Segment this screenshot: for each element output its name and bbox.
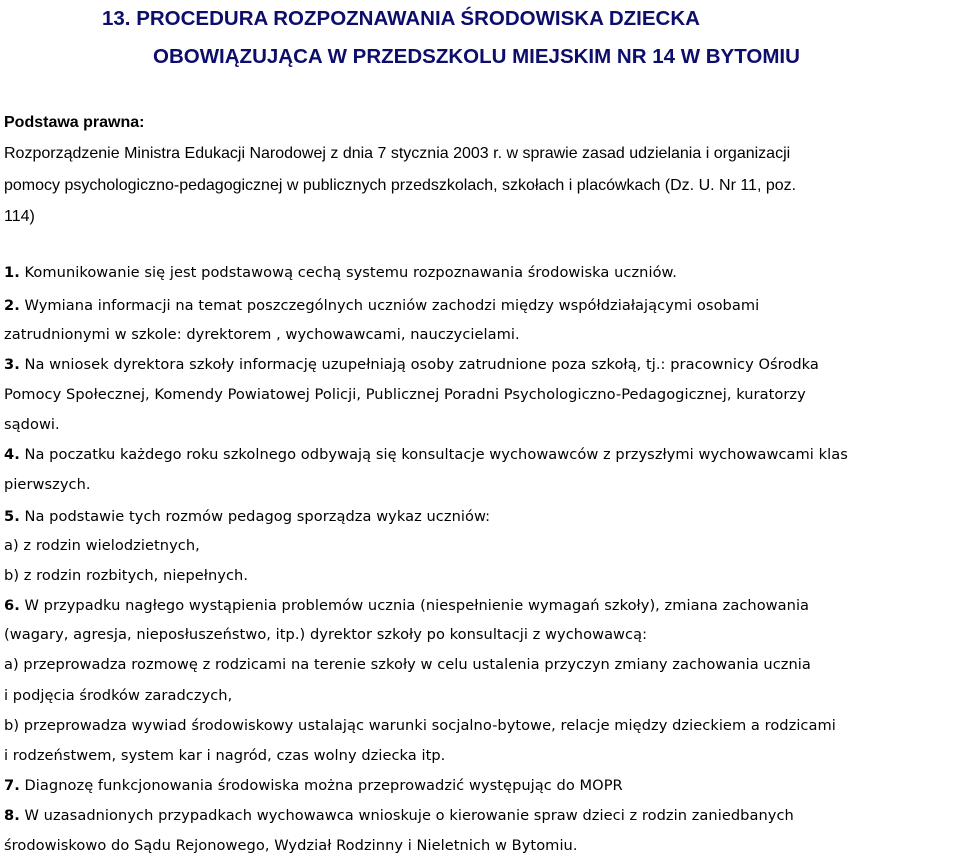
page-title-line-1: 13. PROCEDURA ROZPOZNAWANIA ŚRODOWISKA DZIECKA bbox=[102, 7, 700, 30]
point-text: (wagary, agresja, nieposłuszeństwo, itp.) dyrektor szkoły po konsultacji z wychowawcą: bbox=[4, 626, 648, 643]
point-number: 5. bbox=[4, 508, 20, 525]
procedure-line bbox=[4, 687, 232, 704]
point-text: zatrudnionymi w szkole: dyrektorem , wychowawcami, nauczycielami. bbox=[4, 326, 520, 343]
procedure-line bbox=[4, 264, 677, 281]
procedure-line bbox=[4, 508, 490, 525]
procedure-line bbox=[4, 386, 806, 403]
point-text: Pomocy Społecznej, Komendy Powiatowej Policji, Publicznej Poradni Psychologiczno-Pedagogicznej, kuratorzy bbox=[4, 386, 806, 403]
procedure-line bbox=[4, 837, 578, 854]
procedure-line bbox=[4, 326, 520, 343]
page-title-line-2: OBOWIĄZUJĄCA W PRZEDSZKOLU MIEJSKIM NR 14 W BYTOMIU bbox=[153, 45, 800, 68]
procedure-line bbox=[4, 297, 759, 314]
procedure-line bbox=[4, 476, 91, 493]
procedure-line bbox=[4, 777, 623, 794]
point-number: 3. bbox=[4, 356, 20, 373]
point-text: W uzasadnionych przypadkach wychowawca wnioskuje o kierowanie spraw dzieci z rodzin zaniedbanych bbox=[19, 807, 794, 824]
procedure-line bbox=[4, 416, 60, 433]
point-number: 8. bbox=[4, 807, 20, 824]
procedure-line bbox=[4, 537, 200, 554]
procedure-line bbox=[4, 656, 811, 673]
point-number: 4. bbox=[4, 446, 20, 463]
point-text: Na poczatku każdego roku szkolnego odbywają się konsultacje wychowawców z przyszłymi wychowawcami klas bbox=[19, 446, 848, 463]
procedure-line bbox=[4, 597, 809, 614]
procedure-line bbox=[4, 356, 819, 373]
procedure-line bbox=[4, 567, 248, 584]
point-number: 7. bbox=[4, 777, 20, 794]
point-text: b) przeprowadza wywiad środowiskowy ustalając warunki socjalno-bytowe, relacje między dzieckiem a rodzicami bbox=[4, 717, 836, 734]
procedure-line bbox=[4, 717, 836, 734]
point-text: a) z rodzin wielodzietnych, bbox=[4, 537, 200, 554]
procedure-line bbox=[4, 747, 445, 764]
point-text: Diagnozę funkcjonowania środowiska można przeprowadzić występując do MOPR bbox=[19, 777, 623, 794]
legal-basis-line: pomocy psychologiczno-pedagogicznej w publicznych przedszkolach, szkołach i placówkach (Dz. U. Nr 11, poz. bbox=[4, 177, 797, 194]
point-text: b) z rodzin rozbitych, niepełnych. bbox=[4, 567, 249, 584]
point-text: Komunikowanie się jest podstawową cechą systemu rozpoznawania środowiska uczniów. bbox=[19, 264, 677, 281]
point-text: a) przeprowadza rozmowę z rodzicami na terenie szkoły w celu ustalenia przyczyn zmiany zachowania ucznia bbox=[4, 656, 811, 673]
point-text: i rodzeństwem, system kar i nagród, czas wolny dziecka itp. bbox=[4, 747, 446, 764]
procedure-line bbox=[4, 626, 647, 643]
procedure-line bbox=[4, 807, 794, 824]
point-text: Na wniosek dyrektora szkoły informację uzupełniają osoby zatrudnione poza szkołą, tj.: pracownicy Ośrodka bbox=[19, 356, 819, 373]
legal-basis-heading: Podstawa prawna: bbox=[4, 114, 145, 131]
point-text: Wymiana informacji na temat poszczególnych uczniów zachodzi między współdziałającymi osobami bbox=[19, 297, 760, 314]
point-number: 6. bbox=[4, 597, 20, 614]
procedure-line bbox=[4, 446, 848, 463]
legal-basis-line: 114) bbox=[4, 208, 35, 225]
point-number: 2. bbox=[4, 297, 20, 314]
point-text: środowiskowo do Sądu Rejonowego, Wydział Rodzinny i Nieletnich w Bytomiu. bbox=[4, 837, 578, 854]
point-text: i podjęcia środków zaradczych, bbox=[4, 687, 233, 704]
legal-basis-line: Rozporządzenie Ministra Edukacji Narodowej z dnia 7 stycznia 2003 r. w sprawie zasad udzielania i organizacji bbox=[4, 145, 791, 162]
point-text: W przypadku nagłego wystąpienia problemów ucznia (niespełnienie wymagań szkoły), zmiana zachowania bbox=[19, 597, 810, 614]
point-number: 1. bbox=[4, 264, 20, 281]
point-text: Na podstawie tych rozmów pedagog sporządza wykaz uczniów: bbox=[19, 508, 491, 525]
point-text: sądowi. bbox=[4, 416, 60, 433]
point-text: pierwszych. bbox=[4, 476, 91, 493]
